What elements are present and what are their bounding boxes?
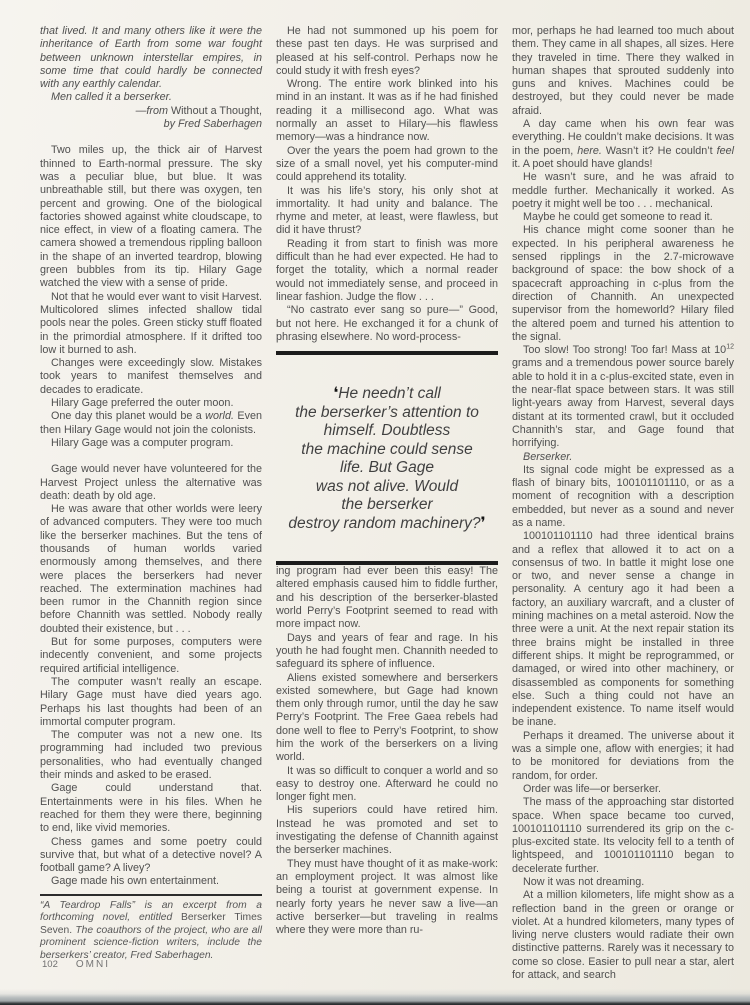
paragraph: 100101101110 had three identical brains and a reflex that allowed it to act on a consensus of two. In battle it might lose one or two, and never sense a change in personality. A century ago it had been a factory, an auxiliary warcraft, and a cluster of mining machines on a metal asteroid. Now the three were a unit. At the next repair station its three brains might be installed in three different ships. It might be reprogrammed, or damaged, or wired into other machinery, or disassembled as components for something else. Such a thing could not have an independent existence. To name itself would be inane. xyxy=(512,530,734,729)
footnote-rule xyxy=(40,894,262,896)
left-column xyxy=(40,25,262,982)
paragraph: The computer was not a new one. Its programming had included two previous personalities, who had eventually changed their minds and asked to be erased. xyxy=(40,729,262,782)
article-body xyxy=(40,25,734,982)
paragraph: Now it was not dreaming. xyxy=(523,876,645,888)
paragraph: His chance might come sooner than he expected. In his peripheral awareness he sensed ripplings in the 2.7-microwave background of space: the bow shock of a spacecraft approaching in c-plus from the direction of Channith. An unexpected supervisor from the homeworld? Hilary filed the altered poem and turned his attention to the signal. xyxy=(512,224,734,343)
paragraph: The mass of the approaching star distorted space. When space became too curved, 100101101110 surrendered its grip on the c-plus-excited state. Its velocity fell to a tenth of lightspeed, and 100101101110 began to decelerate further. xyxy=(512,796,734,875)
paragraph: Perhaps it dreamed. The universe about it was a simple one, aflow with energies; it had to be monitored for deviations from the random, for order. xyxy=(512,729,734,782)
paragraph: A day came when his own fear was everything. He couldn’t make decisions. It was in the poem, here. Wasn’t it? He couldn’t feel it. A poet should have glands! xyxy=(512,118,735,170)
paragraph: His superiors could have retired him. Instead he was promoted and set to investigating the defense of Channith against the berserker machines. xyxy=(276,804,498,857)
right-column xyxy=(512,25,734,982)
paragraph: “No castrato ever sang so pure—” Good, but not here. He exchanged it for a chunk of phrasing elsewhere. No word-process- xyxy=(276,304,498,343)
paragraph: Gage would never have volunteered for the Harvest Project unless the alternative was death: death by old age. xyxy=(40,463,262,502)
paragraph: It was his life’s story, his only shot at immortality. It had unity and balance. The rhyme and meter, at least, were flawless, but did it have thrust? xyxy=(276,184,498,237)
paragraph: that lived. It and many others like it were the inheritance of Earth from some war fought between unknown interstellar empires, in some time that could hardly be connected with any earthly calendar. xyxy=(40,25,262,91)
paragraph: He wasn’t sure, and he was afraid to meddle further. Mechanically it worked. As poetry it might well be too . . . mechanical. xyxy=(512,171,734,210)
open-quote-icon: ❛ xyxy=(333,385,339,403)
paragraph: He was aware that other worlds were leery of advanced computers. They were too much like the berserker machines. But the tens of thousands of human worlds varied enormously among themselves, and there were places the berserkers had never reached. The extermination machines had been rumor in the Channith region since before Channith was settled. Nobody really doubted their existence, but . . . xyxy=(40,503,262,635)
paragraph: Men called it a berserker. xyxy=(51,91,172,104)
paragraph: Its signal code might be expressed as a flash of binary bits, 100101101110, or as a moment of recognition with a description embedded, but never as a sound and never as a name. xyxy=(512,463,734,529)
pull-quote: ❛He needn’t call the berserker’s attention to himself. Doubtless the machine could sense life. But Gage was not alive. Would the berserker destroy random machinery?❜ xyxy=(288,385,486,532)
paragraph: Too slow! Too strong! Too far! Mass at $10^{12}$ grams and a tremendous power source barely able to hold it in a c-plus-excited state, even in the near-flat space between stars. It was still light-years away from Harvest, several days distant at its tormented crawl, but it occluded Channith’s star, and Gage found that horrifying. xyxy=(512,343,734,450)
paragraph: Wrong. The entire work blinked into his mind in an instant. It was as if he had finished reading it a millisecond ago. What was normally an asset to Hilary—his flawless memory—was a hindrance now. xyxy=(276,78,498,144)
magazine-title: OMNI xyxy=(75,959,110,970)
page-bottom-edge xyxy=(0,989,750,1005)
paragraph: Berserker. xyxy=(523,450,573,463)
paragraph: Hilary Gage preferred the outer moon. xyxy=(51,397,234,410)
paragraph: Maybe he could get someone to read it. xyxy=(523,211,713,224)
paragraph: mor, perhaps he had learned too much about them. They came in all shapes, all sizes. Here they traveled in time. There they walked in human shapes that sprouted suddenly into guns and knives. Machines could be destroyed, but they could never be made afraid. xyxy=(512,25,734,117)
section-break xyxy=(40,131,262,144)
paragraph: He had not summoned up his poem for these past ten days. He was surprised and pleased at his self-control. Perhaps now he could study it with fresh eyes? xyxy=(276,25,498,77)
paragraph: —from Without a Thought, xyxy=(135,104,262,117)
paragraph: At a million kilometers, life might show as a reflection band in the green or orange or violet. At a hundred kilometers, many types of living nerve clusters would radiate their own distinctive patterns. Rarely was it necessary to come so close. Easier to pull near a star, alert for attack, and search xyxy=(512,889,734,982)
paragraph: Days and years of fear and rage. In his youth he had fought men. Channith needed to safeguard its sphere of influence. xyxy=(276,631,498,671)
paragraph: Over the years the poem had grown to the size of a small novel, yet his computer-mind could apprehend its totality. xyxy=(276,144,498,184)
paragraph: Two miles up, the thick air of Harvest thinned to Earth-normal pressure. The sky was a peculiar blue, but blue. It was unbreathable still, but there was oxygen, ten percent and growing. One of the biological factories showed against white cloudscape, to nice effect, in view of a floating camera. The camera showed a tremendous rippling balloon in the shape of an inverted teardrop, blowing green bubbles from its tip. Hilary Gage watched the view with a sense of pride. xyxy=(40,144,262,290)
close-quote-icon: ❜ xyxy=(480,514,486,532)
paragraph: by Fred Saberhagen xyxy=(163,118,262,131)
paragraph: ing program had ever been this easy! The altered emphasis caused him to fiddle further, and his description of the berserker-blasted world Perry’s Footprint seemed to read with more impact now. xyxy=(276,565,498,631)
paragraph: “A Teardrop Falls” is an excerpt from a forthcoming novel, entitled Berserker Times Seven. The coauthors of the project, who are all prominent science-fiction writers, include the berserkers’ creator, Fred Saberhagen. xyxy=(40,899,262,962)
paragraph: One day this planet would be a world. Even then Hilary Gage would not join the colonists. xyxy=(40,410,262,436)
paragraph: Aliens existed somewhere and berserkers existed somewhere, but Gage had known them only through rumor, until the day he saw Perry’s Footprint. The Free Gaea rebels had done well to flee to Perry’s Footprint, to show him the work of the berserkers on a living world. xyxy=(276,671,498,764)
paragraph: Order was life—or berserker. xyxy=(523,782,662,795)
paragraph: Chess games and some poetry could survive that, but what of a detective novel? A football game? A livey? xyxy=(40,835,262,875)
paragraph: Gage could understand that. Entertainments were in his files. When he reached for them they were there, beginning to end, like vivid memories. xyxy=(40,782,262,835)
paragraph: Not that he would ever want to visit Harvest. Multicolored slimes infected shallow tidal pools near the poles. Green sticky stuff floated in the primordial atmosphere. If it drifted too low it burned to ash. xyxy=(40,290,262,356)
paragraph: They must have thought of it as make-work: an employment project. It was almost like being a tourist at government expense. In nearly forty years he never saw a live—an active berserker—but traveling in realms where they were more than ru- xyxy=(276,857,498,937)
paragraph: But for some purposes, computers were indecently convenient, and some projects required artificial intelligence. xyxy=(40,636,262,675)
paragraph: Hilary Gage was a computer program. xyxy=(51,436,234,449)
paragraph: Changes were exceedingly slow. Mistakes took years to manifest themselves and decades to eradicate. xyxy=(40,357,262,396)
page-number: 102 xyxy=(42,959,58,970)
pull-quote-top-rule xyxy=(276,351,498,355)
paragraph: Reading it from start to finish was more difficult than he had ever expected. He had to forget the totality, which a normal reader would not immediately sense, and proceed in linear fashion. Judge the flow . . . xyxy=(276,237,498,303)
paragraph: Gage made his own entertainment. xyxy=(51,875,220,888)
middle-column xyxy=(276,25,498,982)
paragraph: It was so difficult to conquer a world and so easy to destroy one. Afterward he could no longer fight men. xyxy=(276,764,498,804)
section-break xyxy=(40,450,262,463)
page-footer xyxy=(42,959,110,970)
paragraph: The computer wasn’t really an escape. Hilary Gage must have died years ago. Perhaps his last thoughts had been of an immortal computer program. xyxy=(40,675,262,728)
